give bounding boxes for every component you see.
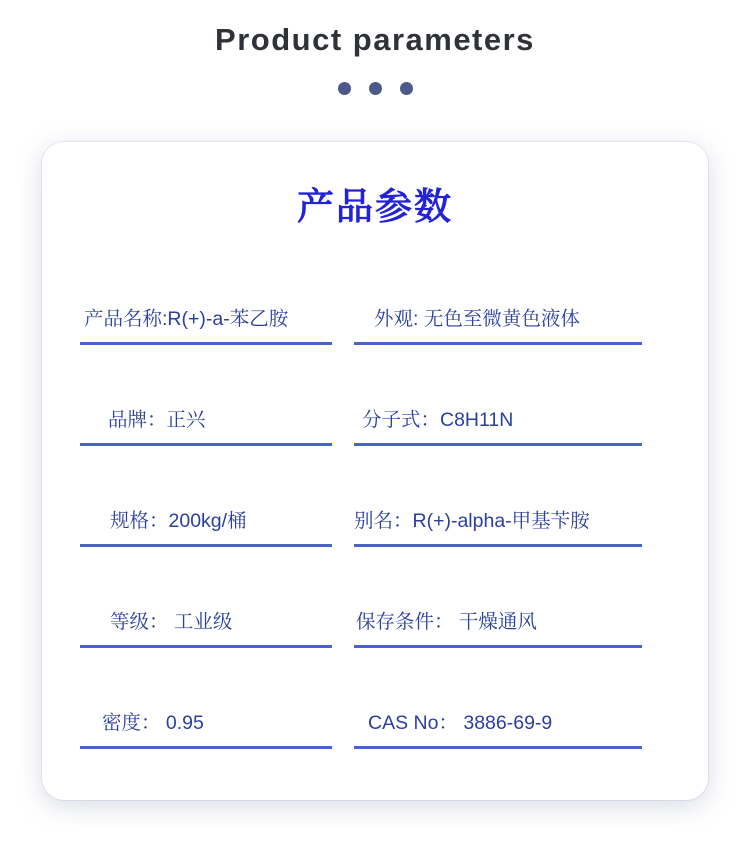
param-appearance: [362, 262, 708, 363]
param-appearance-value: 外观: 无色至微黄色液体: [374, 308, 580, 330]
param-alias: [354, 464, 708, 565]
param-specification: [42, 464, 362, 565]
param-product-name: [42, 262, 362, 363]
underline: [80, 746, 332, 749]
underline: [80, 544, 332, 547]
page-title: Product parameters: [215, 22, 535, 57]
table-row: [42, 464, 708, 565]
dot-icon: [400, 82, 413, 95]
param-formula: [362, 363, 708, 464]
dot-separator: [0, 82, 750, 95]
underline: [354, 645, 642, 648]
param-grade: [42, 565, 362, 666]
param-cas-no: [362, 666, 708, 767]
param-storage-condition-value: 保存条件： 干燥通风: [356, 611, 537, 633]
table-row: [42, 565, 708, 666]
param-product-name-value: 产品名称:R(+)-a-苯乙胺: [84, 308, 289, 330]
underline: [354, 443, 642, 446]
param-grade-value: 等级： 工业级: [110, 611, 233, 633]
param-brand-value: 品牌：正兴: [108, 409, 206, 431]
underline: [80, 443, 332, 446]
param-alias-value: 别名：R(+)-alpha-甲基苄胺: [354, 510, 590, 532]
parameters-card: [42, 142, 708, 800]
dot-icon: [338, 82, 351, 95]
card-title: 产品参数: [297, 186, 453, 227]
param-brand: [42, 363, 362, 464]
underline: [354, 342, 642, 345]
parameters-table: [42, 262, 708, 767]
param-density: [42, 666, 362, 767]
dot-icon: [369, 82, 382, 95]
table-row: [42, 262, 708, 363]
table-row: [42, 666, 708, 767]
param-cas-no-value: CAS No： 3886-69-9: [368, 712, 553, 734]
param-formula-value: 分子式：C8H11N: [362, 409, 514, 431]
underline: [80, 645, 332, 648]
underline: [80, 342, 332, 345]
param-density-value: 密度： 0.95: [102, 712, 204, 734]
param-specification-value: 规格：200kg/桶: [110, 510, 247, 532]
underline: [354, 544, 642, 547]
table-row: [42, 363, 708, 464]
underline: [354, 746, 642, 749]
param-storage-condition: [356, 565, 708, 666]
